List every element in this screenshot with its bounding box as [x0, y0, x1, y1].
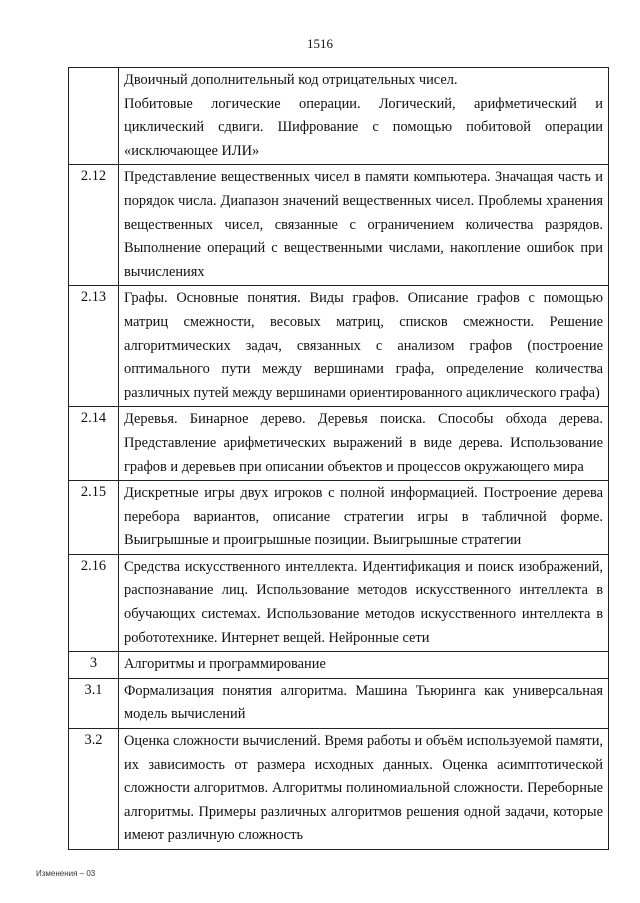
row-description: [119, 481, 609, 555]
footer-revision: Изменения – 03: [36, 869, 96, 878]
table-row: [69, 286, 609, 407]
row-number: [69, 68, 119, 165]
table-row: [69, 165, 609, 286]
row-paragraph: Дискретные игры двух игроков с полной информацией. Построение дерева перебора вариантов, описание стратегии игры в табличной форме. Выигрышные и проигрышные позиции. Выигрышные стратегии: [124, 485, 603, 549]
content-table: [68, 67, 609, 850]
row-description: [119, 678, 609, 728]
row-paragraph: Графы. Основные понятия. Виды графов. Описание графов с помощью матриц смежности, весовых матриц, списков смежности. Решение алгоритмических задач, связанных с анализом графов (построение оптимального пути между вершинами графа, определение количества различных путей между вершинами ориентированного ациклического графа): [124, 290, 603, 401]
row-paragraph: Деревья. Бинарное дерево. Деревья поиска. Способы обхода дерева. Представление арифметических выражений в виде дерева. Использование графов и деревьев при описании объектов и процессов окружающего мира: [124, 411, 603, 475]
row-description: [119, 286, 609, 407]
table-row: [69, 481, 609, 555]
row-number: 3.1: [69, 678, 119, 728]
row-description: [119, 652, 609, 679]
table-row: [69, 729, 609, 850]
row-description: [119, 68, 609, 165]
row-number: 2.15: [69, 481, 119, 555]
row-paragraph: Представление вещественных чисел в памяти компьютера. Значащая часть и порядок числа. Диапазон значений вещественных чисел. Проблемы хранения вещественных чисел, связанные с ограничением количества разрядов. Выполнение операций с вещественными числами, накопление ошибок при вычислениях: [124, 169, 603, 280]
row-number: 2.14: [69, 407, 119, 481]
table-row: [69, 407, 609, 481]
table-row: [69, 652, 609, 679]
row-paragraph: Средства искусственного интеллекта. Идентификация и поиск изображений, распознавание лиц. Использование методов искусственного интеллекта в обучающих системах. Использование методов искусственного интеллекта в робототехнике. Интернет вещей. Нейронные сети: [124, 558, 603, 646]
row-paragraph: Алгоритмы и программирование: [124, 656, 326, 673]
row-paragraph: Побитовые логические операции. Логический, арифметический и циклический сдвиги. Шифрование с помощью побитовой операции «исключающее ИЛИ»: [124, 95, 603, 159]
row-paragraph: Формализация понятия алгоритма. Машина Тьюринга как универсальная модель вычислений: [124, 682, 603, 723]
row-description: [119, 407, 609, 481]
page-number: 1516: [307, 36, 333, 51]
row-number: 2.16: [69, 554, 119, 651]
row-description: [119, 165, 609, 286]
row-number: 3.2: [69, 729, 119, 850]
table-row: [69, 678, 609, 728]
row-paragraph: Двоичный дополнительный код отрицательных чисел.: [124, 72, 458, 88]
row-number: 3: [69, 652, 119, 679]
row-number: 2.12: [69, 165, 119, 286]
table-row: [69, 554, 609, 651]
row-description: [119, 554, 609, 651]
row-paragraph: Оценка сложности вычислений. Время работы и объём используемой памяти, их зависимость от размера исходных данных. Оценка асимптотической сложности алгоритмов. Алгоритмы полиномиальной сложности. Переборные алгоритмы. Примеры различных алгоритмов решения одной задачи, которые имеют различную сложность: [124, 733, 603, 844]
row-number: 2.13: [69, 286, 119, 407]
table-row: [69, 68, 609, 165]
row-description: [119, 729, 609, 850]
